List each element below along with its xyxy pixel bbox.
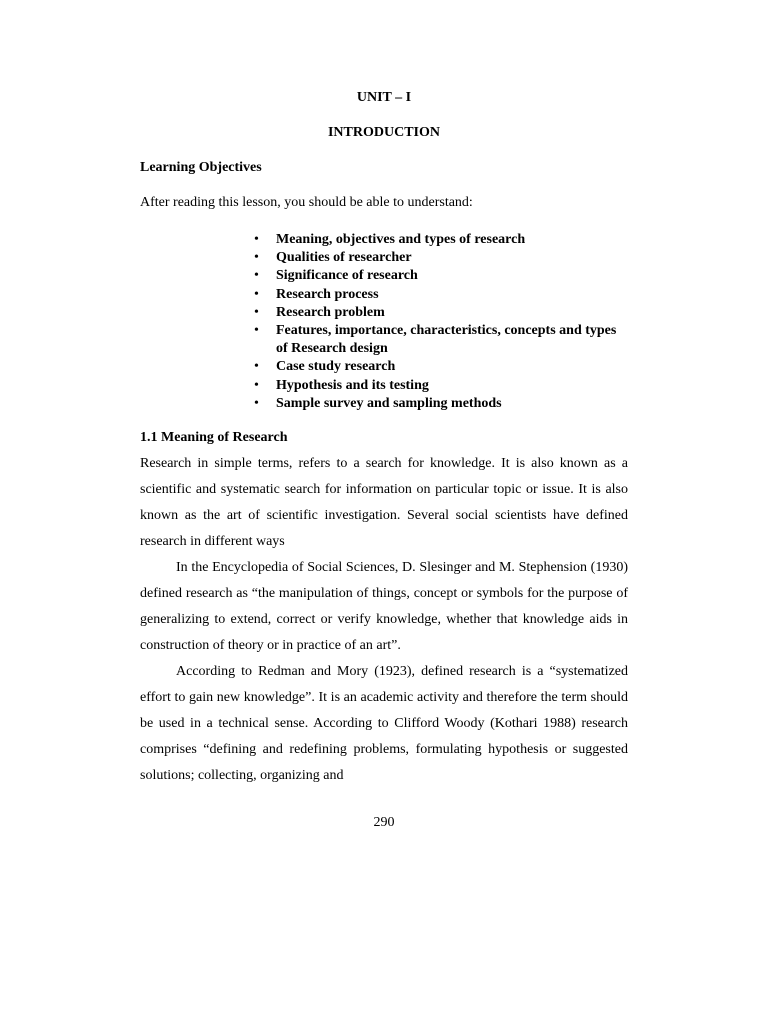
unit-title: UNIT – I [356,90,412,105]
objective-item: • Qualities of researcher [248,249,628,267]
chapter-title: INTRODUCTION [327,125,440,140]
paragraph: In the Encyclopedia of Social Sciences, D. Slesinger and M. Stephension (1930) defined research as “the manipulation of things, concept or symbols for the purpose of generalizing to extend, correct or verify knowledge, whether that knowledge aids in construction of theory or in practice of an art”. [140,560,628,653]
objective-item: • Case study research [248,358,628,376]
section-heading: 1.1 Meaning of Research [140,430,288,445]
paragraph: According to Redman and Mory (1923), defined research is a “systematized effort to gain new knowledge”. It is an academic activity and therefore the term should be used in a technical sense. According to Clifford Woody (Kothari 1988) research comprises “defining and redefining problems, formulating hypothesis or suggested solutions; collecting, organizing and [140,664,628,783]
objective-item: • Meaning, objectives and types of research [248,231,628,249]
page-number: 290 [373,815,395,830]
objectives-list [248,231,628,413]
objective-item: • Features, importance, characteristics, concepts and types of Research design [248,322,628,358]
objective-item: • Research problem [248,304,628,322]
objectives-intro: After reading this lesson, you should be able to understand: [140,195,473,210]
objective-item: • Sample survey and sampling methods [248,395,628,413]
objectives-heading: Learning Objectives [140,160,262,175]
objective-item: • Research process [248,286,628,304]
paragraph: Research in simple terms, refers to a search for knowledge. It is also known as a scientific and systematic search for information on particular topic or issue. It is also known as the art of scientific investigation. Several social scientists have defined research in different ways [140,456,628,549]
objective-item: • Hypothesis and its testing [248,377,628,395]
objective-item: • Significance of research [248,267,628,285]
body-text [140,451,628,789]
